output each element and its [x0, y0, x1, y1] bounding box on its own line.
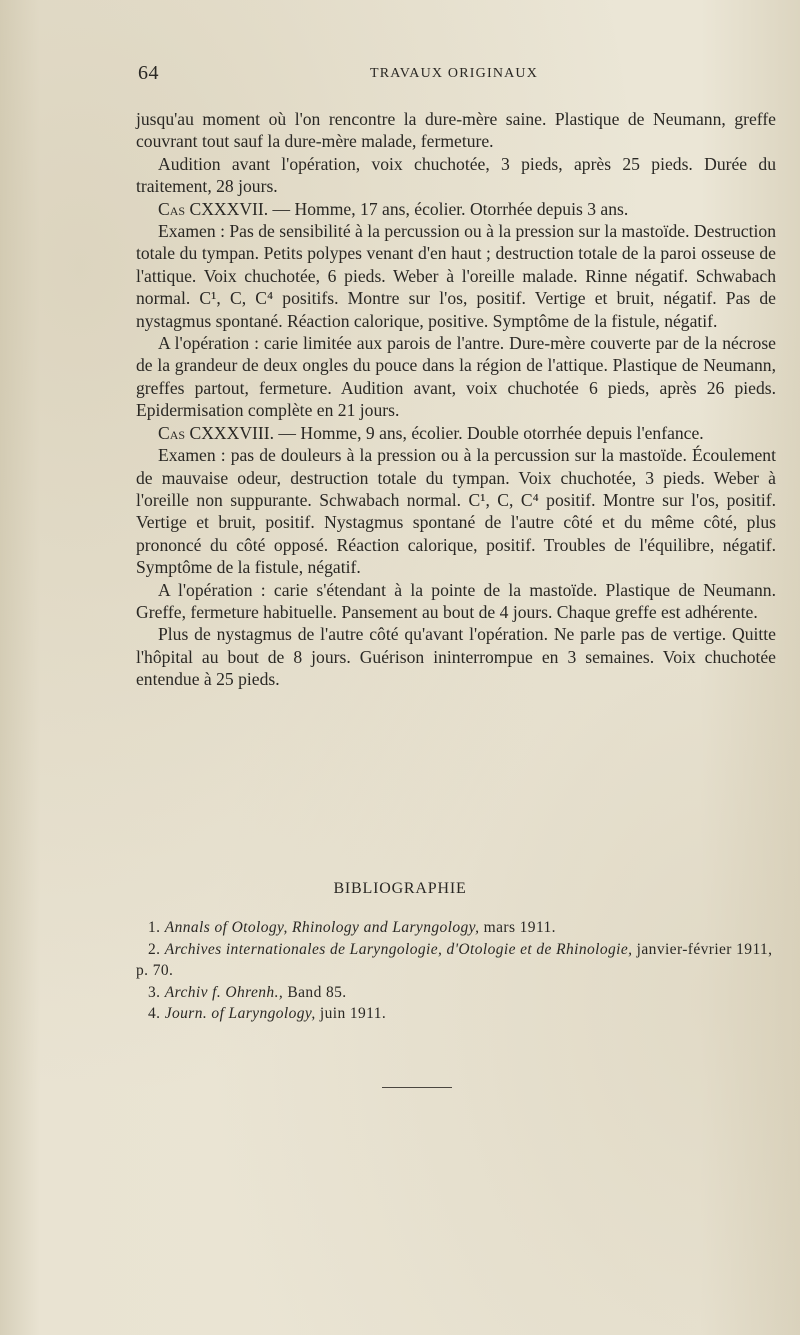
entry-number: 1.	[148, 919, 161, 936]
entry-details: mars 1911.	[479, 919, 556, 936]
bibliography-entry	[136, 982, 776, 1004]
entry-title: Archiv f. Ohrenh.,	[164, 983, 284, 1001]
bibliography-list	[136, 917, 776, 1025]
closing-rule	[382, 1087, 452, 1088]
entry-number: 2.	[148, 940, 161, 958]
paragraph: Examen : Pas de sensibilité à la percussion ou à la pression sur la mastoïde. Destruction totale du tympan. Petits polypes venant d'en haut ; destruction totale de la paroi osseuse de l'attique. Voix chuchotée, 6 pieds. Weber à l'oreille malade. Rinne négatif. Schwabach normal. C¹, C, C⁴ positifs. Montre sur l'os, positif. Vertige et bruit, négatif. Pas de nystagmus spontané. Réaction calorique, positive. Symptôme de la fistule, négatif.	[136, 221, 776, 331]
case-text: — Homme, 9 ans, écolier. Double otorrhée depuis l'enfance.	[274, 422, 704, 443]
entry-details: Band 85.	[283, 983, 347, 1001]
bibliography-entry	[136, 917, 776, 939]
paragraph: jusqu'au moment où l'on rencontre la dure-mère saine. Plastique de Neumann, greffe couvrant tout sauf la dure-mère malade, fermeture.	[136, 109, 776, 152]
page-number: 64	[138, 62, 159, 84]
entry-number: 4.	[148, 1005, 161, 1022]
entry-title: Annals of Otology, Rhinology and Laryngology,	[164, 919, 480, 936]
entry-number: 3.	[148, 983, 161, 1001]
paragraph: Plus de nystagmus de l'autre côté qu'avant l'opération. Ne parle pas de vertige. Quitte l'hôpital au bout de 8 jours. Guérison ininterrompue en 3 semaines. Voix chuchotée entendue à 25 pieds.	[136, 624, 776, 690]
entry-title: Archives internationales de Laryngologie, d'Otologie et de Rhinologie,	[164, 940, 633, 958]
bibliography-entry	[136, 939, 776, 982]
case-paragraph	[136, 422, 776, 444]
entry-title: Journ. of Laryngology,	[164, 1005, 316, 1022]
paragraph: Audition avant l'opération, voix chuchotée, 3 pieds, après 25 pieds. Durée du traitement, 28 jours.	[136, 153, 776, 197]
case-label: Cas CXXXVIII.	[158, 422, 275, 443]
case-paragraph	[136, 198, 776, 220]
case-text: — Homme, 17 ans, écolier. Otorrhée depuis 3 ans.	[268, 198, 629, 219]
entry-details: juin 1911.	[315, 1005, 387, 1022]
bibliography-heading: BIBLIOGRAPHIE	[333, 880, 467, 897]
case-label: Cas CXXXVII.	[158, 198, 269, 219]
entry-details: janvier-février 1911, p. 70.	[136, 940, 773, 979]
running-head: TRAVAUX ORIGINAUX	[370, 66, 539, 81]
paragraph: A l'opération : carie limitée aux parois de l'antre. Dure-mère couverte par de la nécrose de la grandeur de deux ongles du pouce dans la région de l'attique. Plastique de Neumann, greffes partout, fermeture. Audition avant, voix chuchotée 6 pieds, après 26 pieds. Epidermisation complète en 21 jours.	[136, 333, 776, 421]
body-text	[136, 108, 776, 691]
paragraph: Examen : pas de douleurs à la pression ou à la percussion sur la mastoïde. Écoulement de mauvaise odeur, destruction totale du tympan. Voix chuchotée, 3 pieds. Weber à l'oreille non suppurante. Schwabach normal. C¹, C, C⁴ positif. Montre sur l'os, positif. Vertige et bruit, positif. Nystagmus spontané de l'autre côté et du même côté, plus prononcé du côté opposé. Réaction calorique, positif. Troubles de l'équilibre, négatif. Symptôme de la fistule, négatif.	[136, 445, 776, 578]
paragraph: A l'opération : carie s'étendant à la pointe de la mastoïde. Plastique de Neumann. Greffe, fermeture habituelle. Pansement au bout de 4 jours. Chaque greffe est adhérente.	[136, 579, 776, 622]
bibliography-entry	[136, 1003, 776, 1025]
